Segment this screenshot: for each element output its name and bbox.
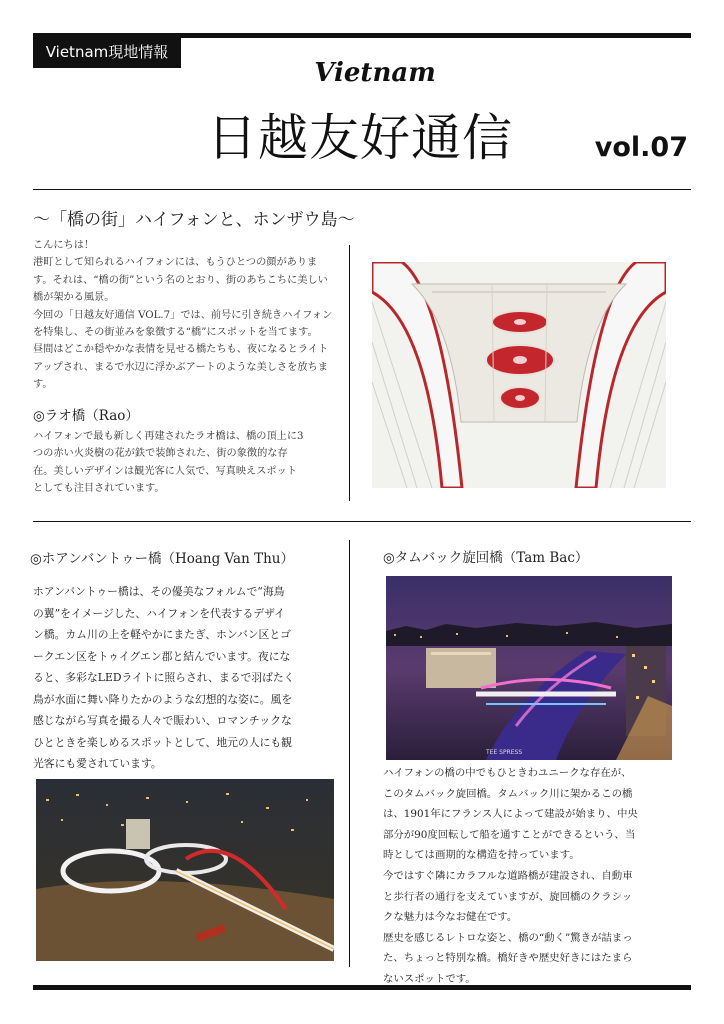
intro-line: 橋が架かる風景。 [33, 292, 115, 304]
column-divider-top [349, 245, 350, 501]
intro-line: 今回の「日越友好通信 VOL.7」では、前号に引き続きハイフォン [33, 309, 333, 321]
hoangvanthu-heading: ◎ホアンバントゥー橋（Hoang Van Thu） [30, 551, 294, 567]
section-tag: Vietnam現地情報 [33, 36, 181, 68]
hoangvanthu-line: ひとときを楽しめるスポットとして、地元の人にも観 [33, 735, 292, 749]
hoangvanthu-line: ると、多彩なLEDライトに照らされ、まるで羽ばたく [33, 671, 295, 684]
rao-line: つの赤い火炎樹の花が鉄で装飾された、街の象徴的な存 [33, 448, 288, 460]
rao-bridge-photo [372, 262, 666, 488]
intro-line: 港町として知られるハイフォンには、もうひとつの顔がありま [33, 257, 318, 269]
page-title: 日越友好通信 [207, 109, 513, 167]
hoangvanthu-line: 感じながら写真を撮る人々で賑わい、ロマンチックな [33, 714, 292, 727]
hoangvanthu-line: 光客にも愛されています。 [33, 757, 162, 770]
intro-line: アップされ、まるで水辺に浮かぶアートのような美しさを放ちま [33, 361, 328, 373]
rao-line: としても注目されています。 [33, 483, 165, 495]
tambac-line: クな魅力は今なお健在です。 [383, 911, 518, 924]
header-divider [33, 189, 691, 190]
tambac-line: 今ではすぐ隣にカラフルな道路橋が建設され、自動車 [383, 869, 633, 882]
tambac-line: 歴史を感じるレトロな姿と、橋の“動く”驚きが詰まっ [383, 931, 633, 944]
rao-line: ハイフォンで最も新しく再建されたラオ橋は、橋の頂上に3 [33, 431, 304, 442]
tambac-line: ないスポットです。 [383, 972, 476, 985]
hoangvanthu-line: の翼”をイメージした、ハイフォンを代表するデザイ [33, 606, 285, 620]
tambac-line: 部分が90度回転して船を通すことができるという、当 [383, 828, 636, 841]
column-divider-bottom [349, 540, 350, 967]
intro-line: す。それは、“橋の街”という名のとおり、街のあちこちに美しい [33, 274, 328, 286]
intro-line: す。 [33, 379, 53, 391]
intro-text [33, 237, 358, 394]
intro-line: こんにちは！ [33, 240, 95, 251]
hoangvanthu-text [33, 581, 343, 775]
tambac-heading: ◎タムバック旋回橋（Tam Bac） [383, 550, 589, 566]
rao-text [33, 428, 358, 498]
tambac-line: ハイフォンの橋の中でもひときわユニークな存在が、 [383, 767, 632, 779]
tambac-line: た、ちょっと特別な橋。橋好きや歴史好きにはたまら [383, 952, 633, 965]
hoangvanthu-line: ン橋。カム川の上を軽やかにまたぎ、ホンバン区とゴ [33, 628, 291, 641]
tambac-bridge-photo [386, 576, 672, 760]
rao-heading: ◎ラオ橋（Rao） [33, 408, 139, 424]
hoangvanthu-line: ークエン区をトゥイグエン郡と結んでいます。夜にな [33, 649, 291, 663]
tambac-line: このタムバック旋回橋。タムバック川に架かるこの橋 [383, 787, 633, 800]
tambac-line: と歩行者の通行を支えていますが、旋回橋のクラシッ [383, 890, 633, 903]
intro-heading: 〜「橋の街」ハイフォンと、ホンザウ島〜 [33, 210, 355, 230]
hoangvanthu-bridge-photo [36, 779, 334, 961]
tambac-text [383, 763, 693, 990]
hoangvanthu-line: ホアンバントゥー橋は、その優美なフォルムで“海鳥 [33, 585, 285, 598]
rao-line: 在。美しいデザインは観光客に人気で、写真映えスポット [33, 465, 297, 477]
volume-number: vol.07 [594, 132, 688, 163]
section-divider [33, 521, 691, 522]
intro-line: 昼間はどこか穏やかな表情を見せる橋たちも、夜になるとライト [33, 344, 329, 356]
tambac-line: 時としては画期的な構造を持っています。 [383, 849, 580, 862]
brand-logo: Vietnam [314, 58, 436, 88]
tambac-line: は、1901年にフランス人によって建設が始まり、中央 [383, 808, 638, 821]
hoangvanthu-line: 鳥が水面に舞い降りたかのような幻想的な姿に。風を [33, 692, 293, 706]
photo-credit: TEE SPRESS [486, 749, 523, 756]
intro-line: を特集し、その街並みを象徴する“橋”にスポットを当てます。 [33, 327, 318, 339]
